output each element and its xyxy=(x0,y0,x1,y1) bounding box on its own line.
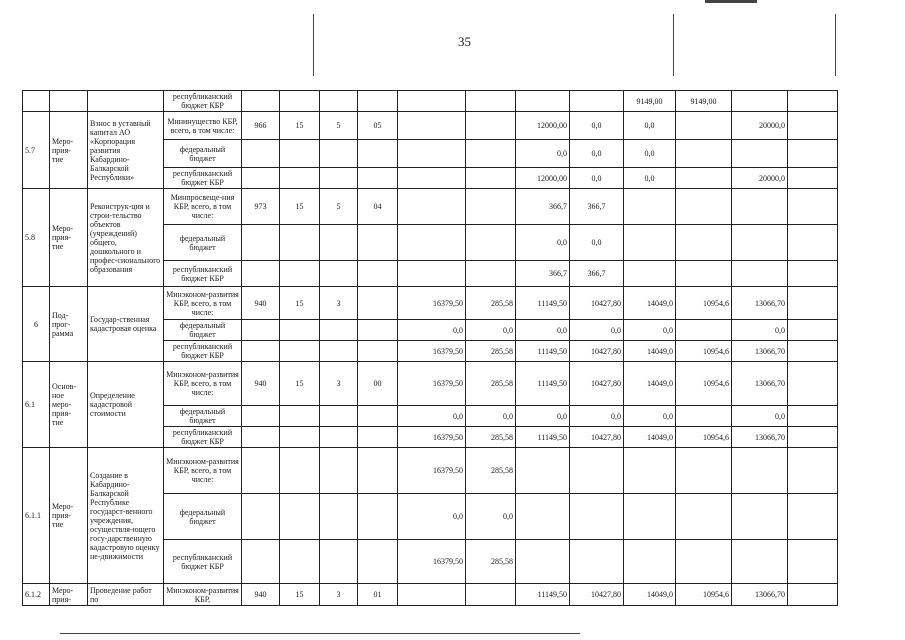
table-row xyxy=(23,112,838,140)
row-name: Создание в Кабардино-Балкарской Республике государст-венного учреждения, осуществля-ющего госу-дарственную кадастровую оценку не-движимости xyxy=(88,448,164,584)
value-cell: 10954,6 xyxy=(676,427,732,448)
rz-cell: 15 xyxy=(280,287,320,320)
row-type: Под- прог- рамма xyxy=(50,287,88,362)
value-cell: 10427,80 xyxy=(570,427,624,448)
row-name: Государ-ственная кадастровая оценка xyxy=(88,287,164,362)
value-cell: 20000,0 xyxy=(732,168,788,189)
source-cell: федеральный бюджет xyxy=(164,406,242,427)
value-cell: 0,0 xyxy=(624,112,676,140)
value-cell: 366,7 xyxy=(516,189,570,225)
value-cell: 10427,80 xyxy=(570,341,624,362)
value-cell: 0,0 xyxy=(732,320,788,341)
rz-cell: 15 xyxy=(280,112,320,140)
value-cell: 285,58 xyxy=(466,427,516,448)
value-cell: 366,7 xyxy=(516,261,570,287)
table-row xyxy=(23,362,838,406)
page-number: 35 xyxy=(458,34,471,49)
source-cell: республиканский бюджет КБР xyxy=(164,540,242,584)
source-cell: республиканский бюджет КБР xyxy=(164,427,242,448)
value-cell: 0,0 xyxy=(466,320,516,341)
pr-cell: 5 xyxy=(320,189,358,225)
source-cell: Минэконом-развития КБР, всего, в том числе: xyxy=(164,362,242,406)
row-number: 5.7 xyxy=(23,112,50,189)
value-cell: 0,0 xyxy=(570,320,624,341)
grbs-cell: 940 xyxy=(242,584,280,606)
value-cell: 13066,70 xyxy=(732,362,788,406)
row-type: Меро- прия- тие xyxy=(50,112,88,189)
value-cell: 10954,6 xyxy=(676,362,732,406)
value-cell: 0,0 xyxy=(570,140,624,168)
source-cell: Минпросвеще-ния КБР, всего, в том числе: xyxy=(164,189,242,225)
value-cell: 285,58 xyxy=(466,341,516,362)
value-cell: 285,58 xyxy=(466,448,516,494)
value-cell: 10427,80 xyxy=(570,584,624,606)
table-row xyxy=(23,91,838,112)
source-cell: федеральный бюджет xyxy=(164,320,242,341)
pr-cell: 5 xyxy=(320,112,358,140)
value-cell: 0,0 xyxy=(570,168,624,189)
row-type: Основ- ное меро- прия- тие xyxy=(50,362,88,448)
value-cell: 0,0 xyxy=(398,494,466,540)
table-row xyxy=(23,584,838,606)
row-number: 6.1.2 xyxy=(23,584,50,606)
row-name: Определение кадастровой стоимости xyxy=(88,362,164,448)
value-cell: 20000,0 xyxy=(732,112,788,140)
row-type: Меро- прия- тие xyxy=(50,448,88,584)
value-cell: 0,0 xyxy=(570,225,624,261)
row-type: Меро- прия- тие xyxy=(50,189,88,287)
pr-cell: 3 xyxy=(320,362,358,406)
value-cell: 0,0 xyxy=(570,112,624,140)
table-row xyxy=(23,189,838,225)
value-cell: 0,0 xyxy=(516,320,570,341)
source-cell: федеральный бюджет xyxy=(164,140,242,168)
cs-cell: 04 xyxy=(358,189,398,225)
row-name: Проведение работ по xyxy=(88,584,164,606)
rz-cell: 15 xyxy=(280,189,320,225)
value-cell: 0,0 xyxy=(466,494,516,540)
value-cell: 16379,50 xyxy=(398,540,466,584)
value-cell: 0,0 xyxy=(624,320,676,341)
cs-cell: 01 xyxy=(358,584,398,606)
value-cell: 366,7 xyxy=(570,189,624,225)
value-cell: 14049,0 xyxy=(624,362,676,406)
source-cell: республиканский бюджет КБР xyxy=(164,168,242,189)
source-cell: Минэконом-развития КБР, всего, в том числе: xyxy=(164,448,242,494)
value-cell: 13066,70 xyxy=(732,341,788,362)
value-cell: 0,0 xyxy=(624,168,676,189)
value-cell: 285,58 xyxy=(466,362,516,406)
value-cell: 16379,50 xyxy=(398,448,466,494)
rz-cell: 15 xyxy=(280,584,320,606)
value-cell: 0,0 xyxy=(398,320,466,341)
value-cell: 11149,50 xyxy=(516,287,570,320)
scan-line xyxy=(313,14,314,76)
value-cell: 14049,0 xyxy=(624,427,676,448)
value-cell: 0,0 xyxy=(624,140,676,168)
value-cell: 13066,70 xyxy=(732,584,788,606)
pr-cell: 3 xyxy=(320,584,358,606)
value-cell: 16379,50 xyxy=(398,341,466,362)
source-cell: республиканский бюджет КБР xyxy=(164,341,242,362)
value-cell: 14049,0 xyxy=(624,287,676,320)
value-cell: 0,0 xyxy=(516,406,570,427)
value-cell: 10427,80 xyxy=(570,362,624,406)
source-cell: республиканский бюджет КБР xyxy=(164,261,242,287)
scan-line xyxy=(705,0,757,3)
row-number: 6.1.1 xyxy=(23,448,50,584)
pr-cell: 3 xyxy=(320,287,358,320)
value-cell: 11149,50 xyxy=(516,362,570,406)
value-cell: 285,58 xyxy=(466,287,516,320)
value-cell: 10954,6 xyxy=(676,584,732,606)
value-cell: 366,7 xyxy=(570,261,624,287)
value-cell: 285,58 xyxy=(466,540,516,584)
source-cell: Мининущество КБР, всего, в том числе: xyxy=(164,112,242,140)
cs-cell: 05 xyxy=(358,112,398,140)
value-cell: 0,0 xyxy=(732,406,788,427)
value-cell: 0,0 xyxy=(466,406,516,427)
value-cell: 0,0 xyxy=(516,140,570,168)
value-cell: 14049,0 xyxy=(624,341,676,362)
row-name: Реконструк-ция и строи-тельство объектов (учреждений) общего, дошкольного и профес-сионального образования xyxy=(88,189,164,287)
row-name: Взнос в уставный капитал АО «Корпорация развития Кабардино-Балкарской Республики» xyxy=(88,112,164,189)
row-type: Меро- прия- xyxy=(50,584,88,606)
scan-line xyxy=(60,633,580,634)
table-row xyxy=(23,287,838,320)
rz-cell: 15 xyxy=(280,362,320,406)
grbs-cell: 940 xyxy=(242,287,280,320)
value-cell: 11149,50 xyxy=(516,341,570,362)
value-cell: 0,0 xyxy=(570,406,624,427)
grbs-cell: 973 xyxy=(242,189,280,225)
grbs-cell: 966 xyxy=(242,112,280,140)
value-cell: 16379,50 xyxy=(398,362,466,406)
value-cell: 0,0 xyxy=(624,406,676,427)
value-cell: 0,0 xyxy=(516,225,570,261)
row-number: 5.8 xyxy=(23,189,50,287)
value-cell: 11149,50 xyxy=(516,584,570,606)
value-cell: 13066,70 xyxy=(732,427,788,448)
value-cell: 10954,6 xyxy=(676,341,732,362)
table-row xyxy=(23,448,838,494)
value-cell: 10954,6 xyxy=(676,287,732,320)
value-cell: 16379,50 xyxy=(398,287,466,320)
value-cell: 9149,00 xyxy=(624,91,676,112)
source-cell: федеральный бюджет xyxy=(164,225,242,261)
value-cell: 14049,0 xyxy=(624,584,676,606)
scan-line xyxy=(673,14,674,76)
budget-table xyxy=(22,90,838,606)
value-cell: 9149,00 xyxy=(676,91,732,112)
grbs-cell: 940 xyxy=(242,362,280,406)
source-cell: Минэконом-развития КБР, xyxy=(164,584,242,606)
value-cell: 13066,70 xyxy=(732,287,788,320)
value-cell: 16379,50 xyxy=(398,427,466,448)
value-cell: 12000,00 xyxy=(516,168,570,189)
value-cell: 11149,50 xyxy=(516,427,570,448)
scan-line xyxy=(835,14,836,76)
row-number: 6 xyxy=(23,287,50,362)
source-cell: Минэконом-развития КБР, всего, в том числе: xyxy=(164,287,242,320)
value-cell: 12000,00 xyxy=(516,112,570,140)
value-cell: 0,0 xyxy=(398,406,466,427)
source-cell: федеральный бюджет xyxy=(164,494,242,540)
source-cell: республиканский бюджет КБР xyxy=(164,91,242,112)
cs-cell: 00 xyxy=(358,362,398,406)
value-cell: 10427,80 xyxy=(570,287,624,320)
row-number: 6.1 xyxy=(23,362,50,448)
